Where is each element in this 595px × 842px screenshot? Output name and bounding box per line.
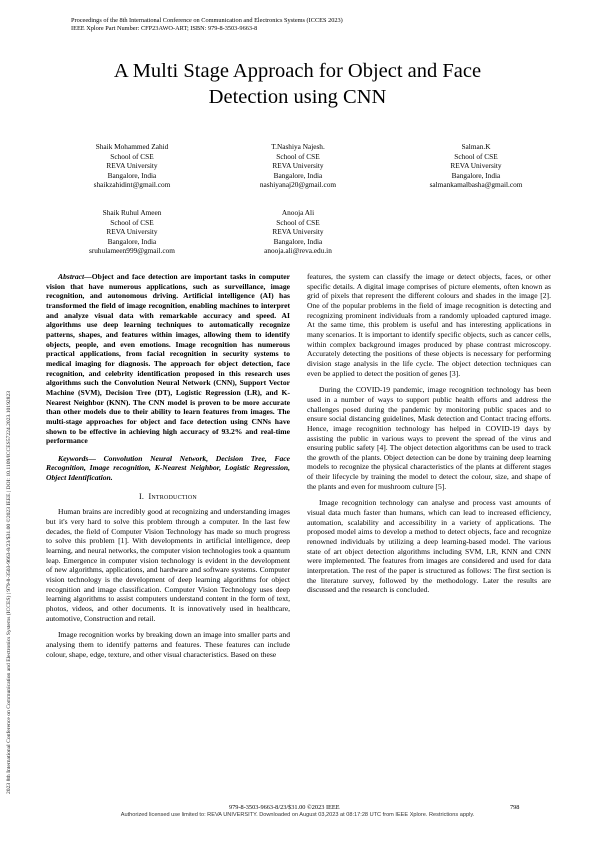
license-notice: Authorized licensed use limited to: REVA UNIVERSITY. Downloaded on August 03,2023 at 08:17:28 UTC from IEEE Xplore. Restrictions apply. xyxy=(120,812,475,818)
author-city: Bangalore, India xyxy=(273,170,323,180)
author-univ: REVA University xyxy=(106,227,158,237)
abstract-text: Object and face detection are important tasks in computer vision that have numerous applications, such as surveillance, image recognition, and autonomous driving. Artificial intelligence (AI) has transformed the field of image recognition, enabling machines to interpret and analyze visual data with remarkable accuracy and speed. AI algorithms use deep learning techniques to automatically recognize patterns, shapes, and features within images, allowing them to identify objects, people, and even emotions. Image recognition has numerous practical applications, from facial recognition in security systems to medical imaging for diagnosis. The approach for object detection, face recognition, and celebrity identification proposed in this research uses algorithms such the Convolution Neural Network (CNN), Support Vector Machine (SVM), Decision Tree (DT), Logistic Regression (LR), and K-Nearest Neighbor (KNN). The CNN model is proven to be more accurate than other models due to their ability to learn features from images. The multi-stage approaches for object and face detection using CNNs have shown to be effective in achieving high accuracy of 93.2% and real-time performance xyxy=(46,272,290,446)
author-email: anooja.ali@reva.edu.in xyxy=(264,246,332,256)
author-name: T.Nashiya Najesh. xyxy=(271,142,325,151)
title-line2: Detection using CNN xyxy=(208,86,387,108)
author-name: Shaik Mohammed Zahid xyxy=(95,142,169,151)
author-name: Anooja Ali xyxy=(281,208,315,217)
author-email: sruhulameen999@gmail.com xyxy=(89,246,175,256)
abstract-label: Abstract— xyxy=(58,272,92,281)
author-dept: School of CSE xyxy=(110,151,154,161)
body-paragraph: Image recognition works by breaking down an image into smaller parts and analysing them to identify patterns and features. These features can include colour, shape, edge, texture, and other visual characteristics. Based on these xyxy=(46,630,290,659)
paper-title xyxy=(40,58,555,110)
author-block xyxy=(218,208,378,256)
author-name: Shaik Ruhul Ameen xyxy=(102,208,162,217)
body-paragraph: Image recognition technology can analyse and process vast amounts of visual data much faster than humans, which can lead to increased efficiency, automation, scalability and accessibility in a variety of applications. The proposed model aims to develop a method to detect objects, face and recognize renowned individuals by utilizing a deep learning-based model. The various state of art object detection algorithms including SVM, LR, KNN and CNN were implemented. The features from images are considered and used for data interpretation. The rest of the paper is structured as follows: The first section is the literature survey, followed by the methodology. Later the results are discussed and the research is concluded. xyxy=(307,498,551,595)
author-name: Salman.K xyxy=(461,142,491,151)
author-city: Bangalore, India xyxy=(107,170,157,180)
author-dept: School of CSE xyxy=(110,217,154,227)
author-dept: School of CSE xyxy=(276,151,320,161)
author-block xyxy=(396,142,556,190)
author-dept: School of CSE xyxy=(276,217,320,227)
side-doi-text: 2023 8th International Conference on Communication and Electronics Systems (ICCES) | 979-8-3503-9663-8/23/$31.00 ©2023 IEEE | DOI: 10.1109/ICCES57224.2023.10192823 xyxy=(6,390,12,794)
keywords-text: Convolution Neural Network, Decision Tree, Face Recognition, Image recognition, K-Nearest Neighbor, Logistic Regression, Object Identification. xyxy=(46,453,290,483)
body-paragraph: features, the system can classify the image or detect objects, faces, or other specific details. A digital image comprises of picture elements, often known as grid of pixels that represent the different colours and shades in the image [2]. One of the popular problems in the field of image recognition is detecting and recognizing prominent individuals from a randomly uploaded captured image. At the same time, this problem is useful and has interesting applications in many scenarios. It is important to identify specific objects, such as cancer cells, within complex background images produced by phase contrast microscopy. Accurately detecting the positions of these objects is necessary for performing division stage analysis in the life cycle. The object detection techniques can even be applied to detect the position of genes [3]. xyxy=(307,272,551,378)
conference-header-line1: Proceedings of the 8th International Conference on Communication and Electronics Systems (ICCES 2023) xyxy=(71,17,343,24)
author-email: nashiyanaj20@gmail.com xyxy=(259,180,337,190)
copyright-code: 979-8-3503-9663-8/23/$31.00 ©2023 IEEE xyxy=(229,804,340,811)
section-number: I. xyxy=(139,491,145,501)
author-univ: REVA University xyxy=(272,227,324,237)
author-city: Bangalore, India xyxy=(451,170,501,180)
author-block xyxy=(52,142,212,190)
author-univ: REVA University xyxy=(450,161,502,171)
conference-header-line2: IEEE Xplore Part Number: CFP23AWO-ART; ISBN: 979-8-3503-9663-8 xyxy=(71,25,258,32)
body-paragraph: Human brains are incredibly good at recognizing and understanding images but it's very hard to solve this problem through a computer. In the last few decades, the field of Computer Vision Technology has made so much progress to solve this problem [1]. With developments in artificial intelligence, deep learning, and neural networks, the computer vision technologies took a quantum leap. Emergence in computer vision technology is evident in the development of new algorithms, applications, and hardware and software systems. Computer vision technology is the development of deep learning algorithms for object recognition and image classification. Computer Vision Technology uses deep learning algorithms to assist computers understand content in the form of text, photos, videos, and other documents. It is innovatively used in healthcare, automotive, Construction and retail. xyxy=(46,507,290,623)
author-block xyxy=(218,142,378,190)
title-line1: A Multi Stage Approach for Object and Face xyxy=(113,60,482,82)
author-email: salmankamalbasha@gmail.com xyxy=(429,180,523,190)
section-title: Introduction xyxy=(148,491,197,501)
page-number: 798 xyxy=(510,804,520,811)
author-city: Bangalore, India xyxy=(273,236,323,246)
author-city: Bangalore, India xyxy=(107,236,157,246)
body-paragraph: During the COVID-19 pandemic, image recognition technology has been used in a number of ways to support public health efforts and address the challenges posed during the pandemic by monitoring public spaces and to ensure social distancing guidelines, Mask detection and Contact tracing efforts. Hence, image recognition technology has helped in COVID-19 days by assisting the public in various ways to prevent the spread of the virus and ensuring public safety [4]. The object detection algorithms can be used to track the growth of the plants. Object detection can be done by training deep learning models to recognize the physical characteristics of the plants at different stages of their lifecycle by training the model to detect the colour, size, and shape of the plants and even for mushroom culture [5]. xyxy=(307,385,551,491)
keywords-label: Keywords— xyxy=(58,453,104,463)
section-heading xyxy=(46,492,290,502)
author-email: shaikzahidint@gmail.com xyxy=(93,180,171,190)
right-column xyxy=(307,272,551,602)
author-univ: REVA University xyxy=(272,161,324,171)
author-univ: REVA University xyxy=(106,161,158,171)
author-block xyxy=(52,208,212,256)
author-dept: School of CSE xyxy=(454,151,498,161)
keywords xyxy=(46,454,290,483)
abstract xyxy=(46,272,290,446)
left-column xyxy=(46,272,290,666)
